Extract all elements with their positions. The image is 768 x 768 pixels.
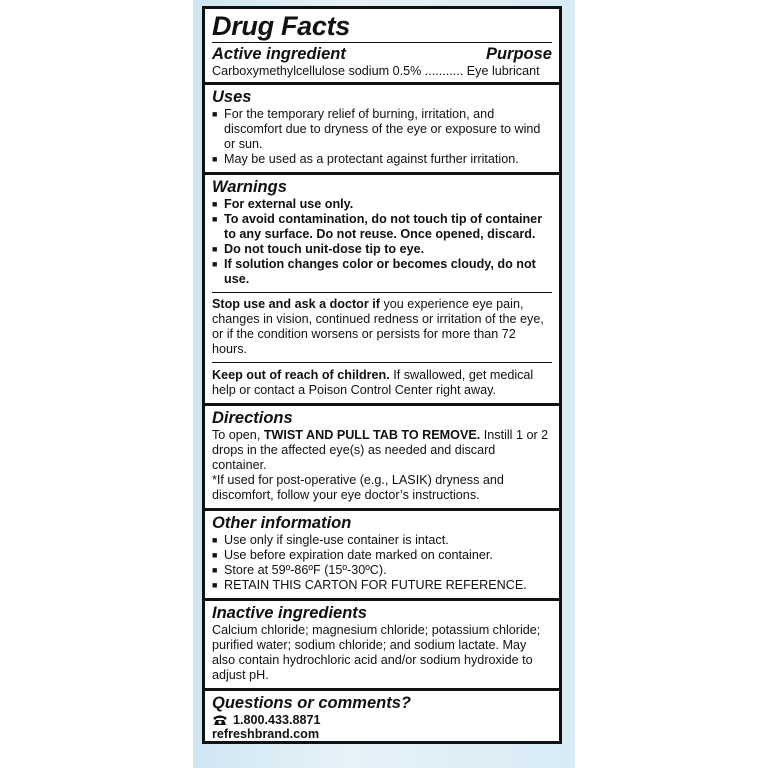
questions-heading: Questions or comments? (212, 694, 411, 712)
inactive-text: Calcium chloride; magnesium chloride; potassium chloride; purified water; sodium chloride; and sodium lactate. May also contain hydrochloric acid and/or sodium hydroxide to adjust pH. (212, 623, 541, 682)
directions-heading: Directions (212, 409, 293, 427)
drug-facts-panel (202, 6, 562, 744)
warnings-item: ■ To avoid contamination, do not touch tip of container to any surface. Do not reuse. Once opened, discard. (212, 212, 552, 242)
directions-note: *If used for post-operative (e.g., LASIK) dryness and discomfort, follow your eye doctor’s instructions. (212, 473, 504, 502)
other-info-item: ■ Store at 59º-86ºF (15º-30ºC). (212, 563, 552, 578)
keep-out-body: If swallowed, get medical help or contact a Poison Control Center right away. (212, 368, 534, 397)
telephone-icon (212, 714, 228, 726)
other-info-item: ■ Use only if single-use container is intact. (212, 533, 552, 548)
warnings-item: ■ For external use only. (212, 197, 552, 212)
stop-use-bold: Stop use and ask a doctor if (212, 297, 380, 311)
uses-item: ■ May be used as a protectant against further irritation. (212, 152, 552, 167)
keep-out-section (212, 363, 552, 403)
stop-use-body: you experience eye pain, changes in vision, continued redness or irritation of the eye, or if the condition worsens or persists for more than 72 hours. (212, 297, 544, 356)
warnings-item: ■ If solution changes color or becomes cloudy, do not use. (212, 257, 552, 287)
other-info-heading: Other information (212, 514, 352, 532)
directions-text (212, 428, 552, 473)
uses-item: ■ For the temporary relief of burning, irritation, and discomfort due to dryness of the eye or exposure to wind or sun. (212, 107, 552, 152)
inactive-section (212, 601, 552, 688)
divider (212, 42, 552, 43)
directions-section (212, 406, 552, 508)
uses-section (212, 85, 552, 172)
warnings-heading: Warnings (212, 178, 287, 196)
keep-out-text (212, 368, 552, 398)
directions-pre: To open, (212, 428, 264, 442)
keep-out-bold: Keep out of reach of children. (212, 368, 390, 382)
other-info-section (212, 511, 552, 598)
directions-bold: TWIST AND PULL TAB TO REMOVE. (263, 428, 481, 442)
other-info-item: ■ RETAIN THIS CARTON FOR FUTURE REFERENCE. (212, 578, 552, 593)
warnings-item: ■ Do not touch unit-dose tip to eye. (212, 242, 552, 257)
phone-row (212, 713, 552, 727)
stop-use-section (212, 293, 552, 362)
inactive-heading: Inactive ingredients (212, 604, 367, 622)
phone-number[interactable]: 1.800.433.8871 (233, 713, 321, 727)
uses-heading: Uses (212, 88, 252, 106)
active-ingredient-header (212, 45, 552, 64)
active-ingredient-heading: Active ingredient (212, 45, 346, 63)
website-link[interactable]: refreshbrand.com (212, 727, 320, 741)
drug-facts-title: Drug Facts (212, 11, 351, 41)
active-ingredient-line: Carboxymethylcellulose sodium 0.5% ........... Eye lubricant (212, 64, 540, 78)
warnings-section (212, 175, 552, 292)
purpose-heading: Purpose (485, 45, 552, 63)
other-info-item: ■ Use before expiration date marked on container. (212, 548, 552, 563)
stop-use-text (212, 297, 552, 357)
directions-post: Instill 1 or 2 drops in the affected eye(s) as needed and discard container. (212, 428, 549, 472)
questions-section (212, 691, 552, 747)
